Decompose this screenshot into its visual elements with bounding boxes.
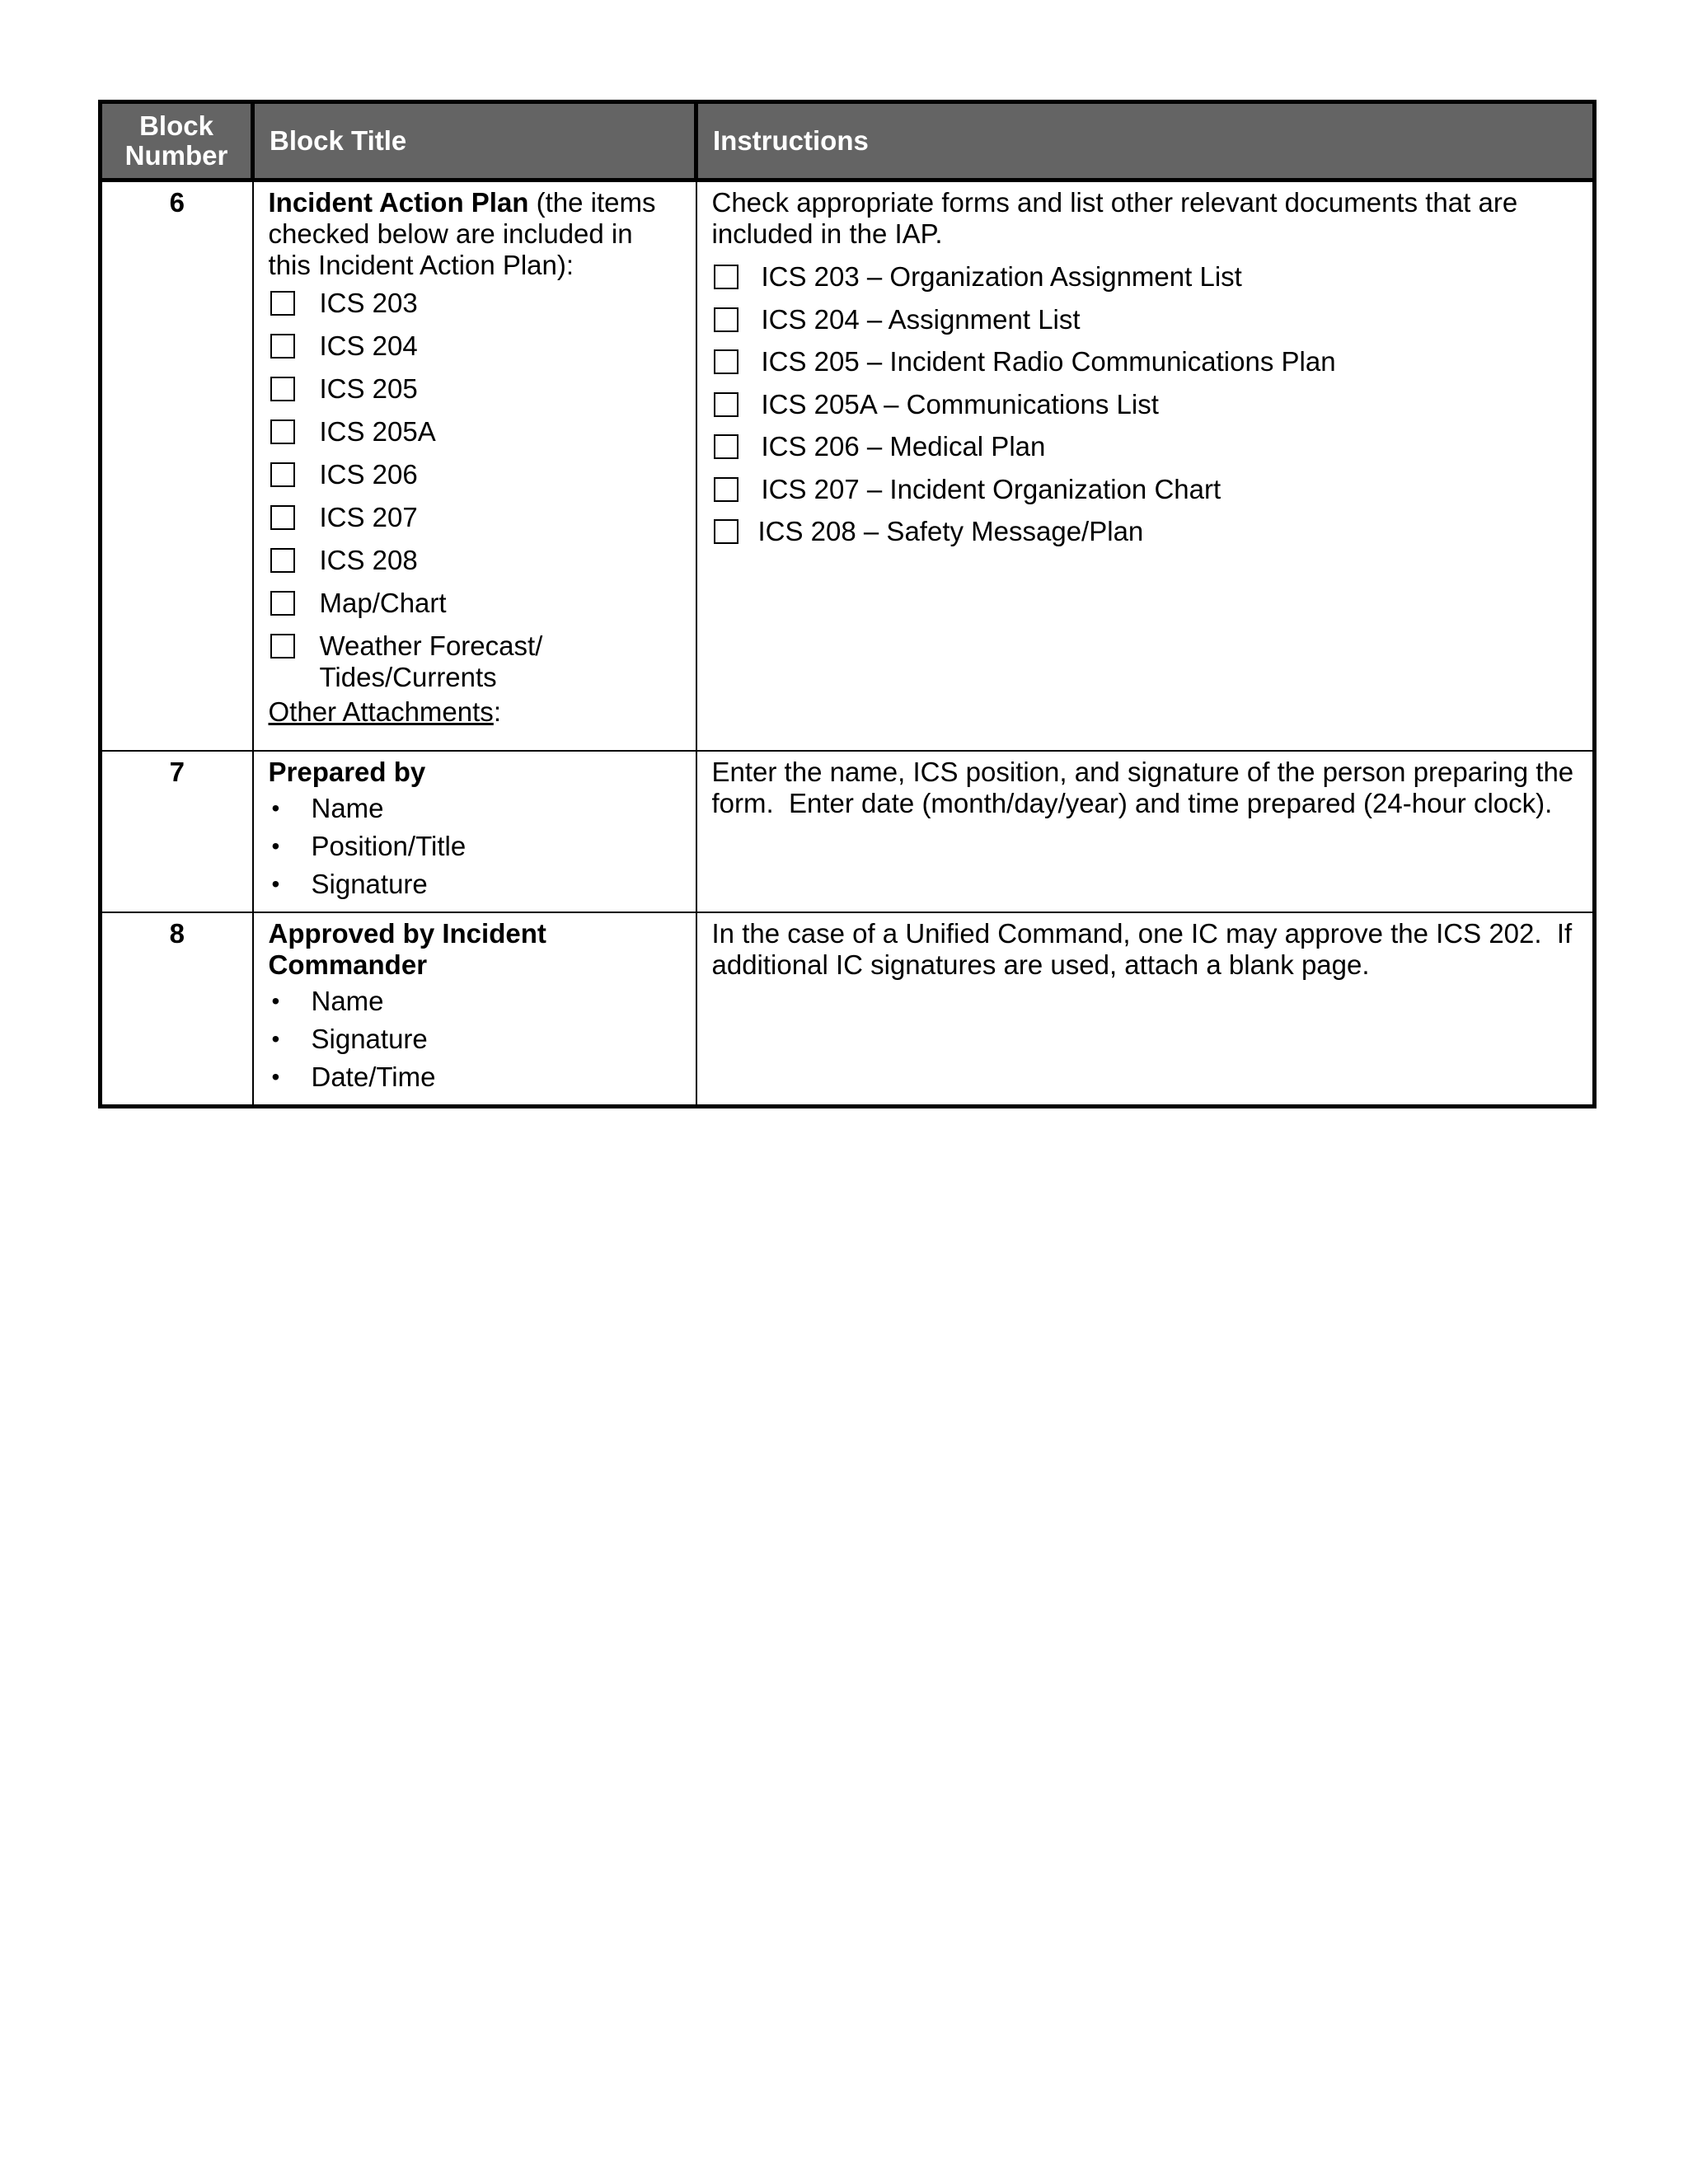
instructions-cell — [696, 912, 1595, 1107]
other-attachments-colon: : — [493, 696, 501, 727]
checklist-label: ICS 203 – Organization Assignment List — [761, 261, 1242, 292]
checkbox[interactable] — [270, 634, 295, 658]
checklist-item — [712, 304, 1578, 347]
list-item — [269, 793, 681, 831]
list-item-label: Signature — [311, 869, 428, 899]
header-block-title: Block Title — [253, 102, 696, 180]
block-number: 7 — [101, 751, 253, 912]
instruction-checklist — [712, 261, 1578, 559]
other-attachments-label: Other Attachments — [268, 696, 494, 727]
block-title-cell — [253, 912, 696, 1107]
checkbox[interactable] — [714, 519, 738, 544]
block-title-cell — [253, 180, 696, 752]
checklist-item — [712, 346, 1578, 389]
block-title — [269, 187, 681, 281]
checkbox[interactable] — [270, 505, 295, 530]
checklist-label: ICS 208 — [319, 545, 418, 575]
list-item — [269, 1062, 681, 1099]
checklist-label: ICS 206 – Medical Plan — [761, 431, 1046, 462]
block-number: 8 — [101, 912, 253, 1107]
checklist-label: ICS 207 – Incident Organization Chart — [761, 473, 1221, 504]
block-title: Approved by Incident Commander — [268, 918, 546, 980]
other-attachments — [269, 696, 681, 728]
list-item — [269, 986, 681, 1024]
checkbox[interactable] — [714, 307, 738, 332]
block-title: Prepared by — [268, 757, 426, 787]
table-row — [101, 912, 1595, 1107]
checkbox[interactable] — [714, 265, 738, 289]
iap-checklist — [269, 288, 681, 693]
checklist-item — [712, 389, 1578, 432]
bullet-icon: • — [271, 795, 280, 821]
bullet-icon: • — [271, 1064, 280, 1090]
checklist-item — [269, 416, 681, 459]
checkbox[interactable] — [270, 377, 295, 401]
instructions-text: Check appropriate forms and list other relevant documents that are included in the IAP. — [711, 187, 1518, 249]
instructions-cell — [696, 180, 1595, 752]
checkbox[interactable] — [270, 462, 295, 487]
header-block-number: Block Number — [101, 102, 253, 180]
checkbox[interactable] — [270, 334, 295, 359]
bullet-icon: • — [271, 833, 280, 859]
checklist-label: ICS 207 — [319, 502, 418, 532]
bullet-list — [269, 793, 681, 907]
checklist-item — [712, 431, 1578, 474]
checkbox[interactable] — [270, 291, 295, 316]
block-number: 6 — [101, 180, 253, 752]
checkbox[interactable] — [714, 349, 738, 374]
checklist-label: ICS 204 – Assignment List — [761, 303, 1081, 335]
checklist-item — [269, 330, 681, 373]
table-row — [101, 751, 1595, 912]
checklist-item — [712, 516, 1578, 559]
checkbox[interactable] — [714, 477, 738, 502]
checklist-item — [712, 261, 1578, 304]
checklist-label: ICS 205 – Incident Radio Communications Plan — [761, 346, 1336, 377]
checklist-item — [269, 545, 681, 588]
checklist-label: ICS 205A – Communications List — [761, 388, 1159, 419]
list-item — [269, 831, 681, 869]
checklist-label: Weather Forecast/ Tides/Currents — [319, 630, 543, 692]
list-item-label: Name — [311, 793, 384, 823]
checklist-item — [269, 630, 681, 693]
block-title-cell — [253, 751, 696, 912]
header-instructions: Instructions — [696, 102, 1595, 180]
bullet-icon: • — [271, 871, 280, 897]
checklist-item — [712, 474, 1578, 517]
checkbox[interactable] — [270, 419, 295, 444]
checklist-item — [269, 588, 681, 630]
checklist-label: ICS 208 – Safety Message/Plan — [757, 516, 1144, 546]
bullet-icon: • — [271, 988, 280, 1014]
list-item-label: Signature — [311, 1024, 428, 1054]
bullet-list — [269, 986, 681, 1099]
checklist-item — [269, 459, 681, 502]
header-row — [101, 102, 1595, 180]
checklist-label: ICS 203 — [319, 288, 418, 318]
instructions-table — [98, 100, 1597, 1108]
checklist-label: ICS 205A — [319, 416, 436, 447]
checklist-label: Map/Chart — [319, 588, 447, 618]
checkbox[interactable] — [714, 434, 738, 459]
instructions-cell — [696, 751, 1595, 912]
checklist-label: ICS 204 — [319, 330, 418, 361]
checklist-item — [269, 288, 681, 330]
checkbox[interactable] — [270, 591, 295, 616]
list-item-label: Name — [311, 986, 384, 1016]
checklist-label: ICS 205 — [319, 373, 418, 404]
instructions-text: In the case of a Unified Command, one IC may approve the ICS 202. If additional IC signatures are used, attach a blank page. — [711, 918, 1580, 980]
block-title-rest: (the items checked below are included in this Incident Action Plan): — [268, 187, 656, 280]
checkbox[interactable] — [714, 392, 738, 417]
list-item-label: Position/Title — [311, 831, 467, 861]
list-item-label: Date/Time — [311, 1062, 436, 1092]
table-row — [101, 180, 1595, 752]
list-item — [269, 1024, 681, 1062]
instructions-text: Enter the name, ICS position, and signature of the person preparing the form. Enter date (month/day/year) and time prepared (24-hour clock). — [711, 757, 1582, 818]
bullet-icon: • — [271, 1026, 280, 1052]
block-title-bold: Incident Action Plan — [268, 187, 529, 218]
checklist-item — [269, 502, 681, 545]
list-item — [269, 869, 681, 907]
checklist-label: ICS 206 — [319, 459, 418, 490]
checklist-item — [269, 373, 681, 416]
checkbox[interactable] — [270, 548, 295, 573]
